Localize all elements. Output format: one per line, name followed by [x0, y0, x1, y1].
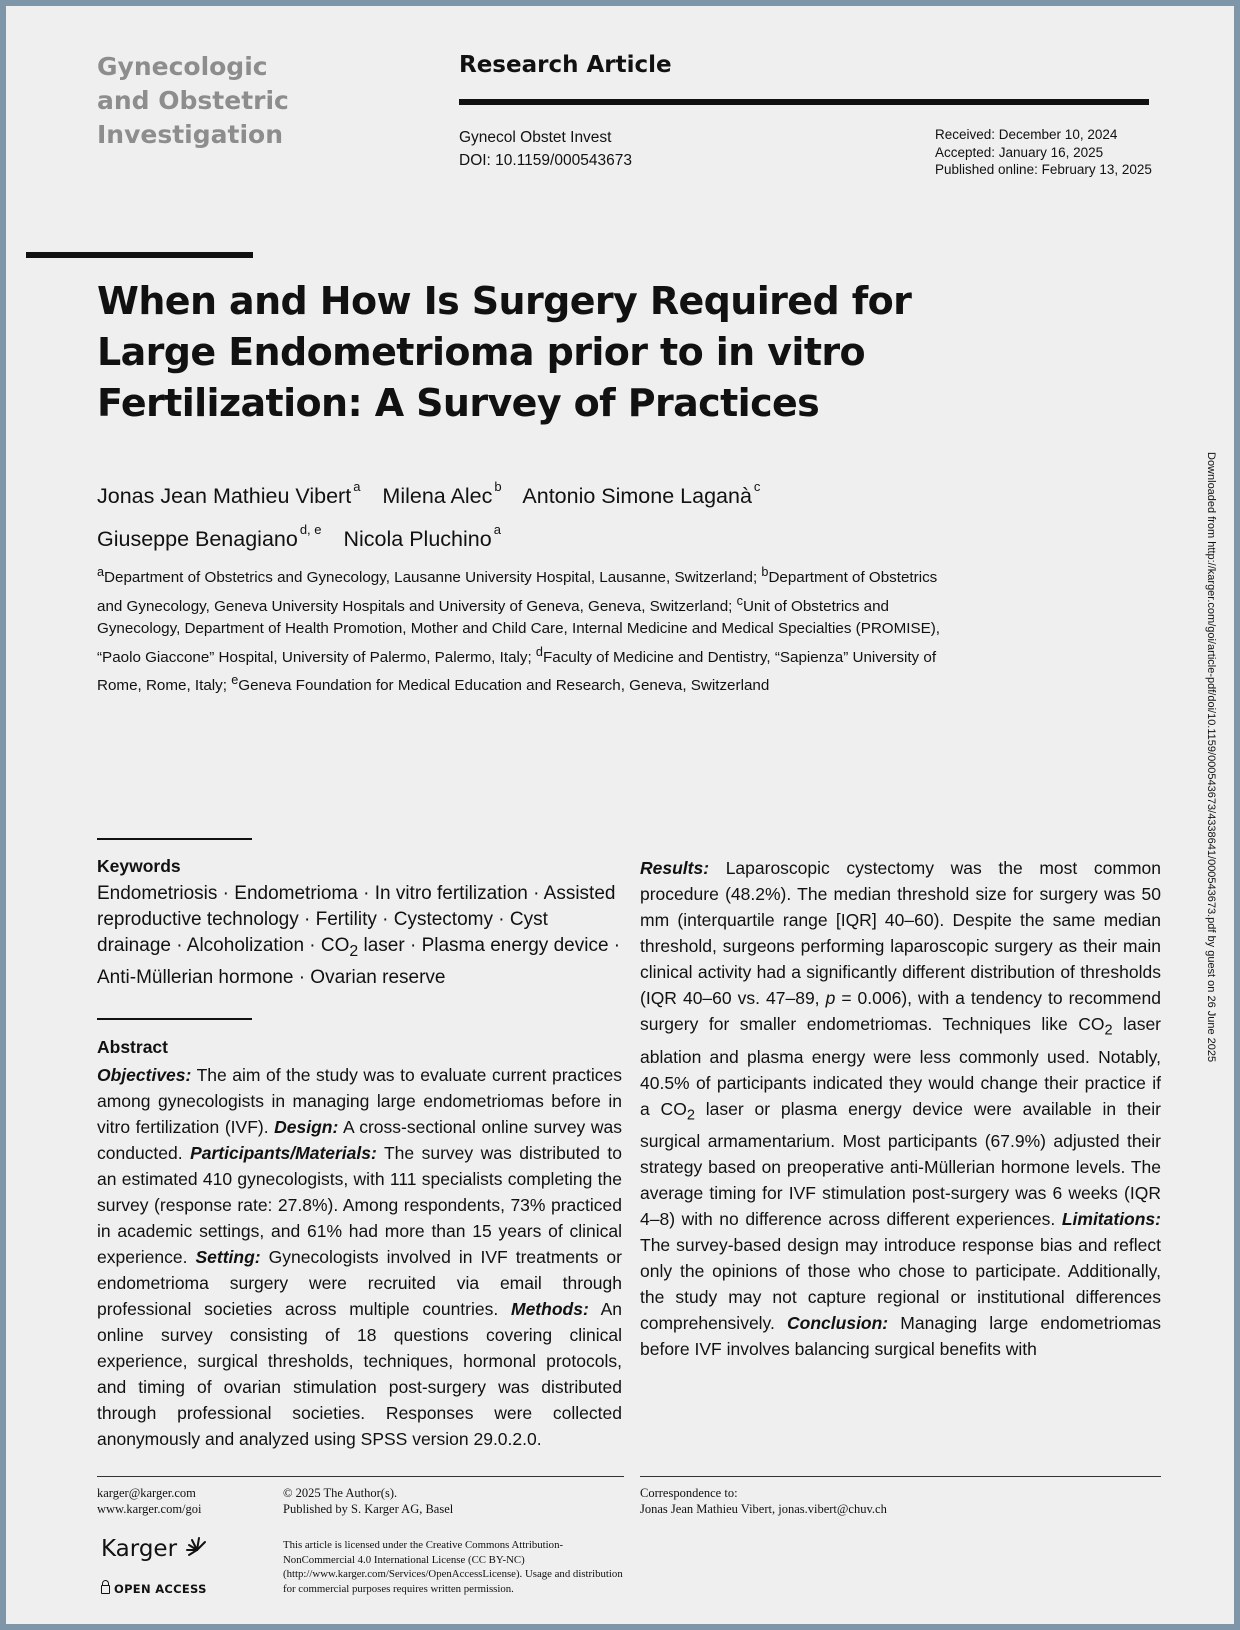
dates-block	[935, 126, 1155, 179]
affil-mark: d	[535, 644, 543, 659]
karger-logo-text: Karger	[101, 1536, 178, 1562]
author	[382, 479, 502, 509]
abstract-label: Conclusion:	[787, 1313, 889, 1333]
abstract-text: A cross-sectional online survey was conducted.	[97, 1117, 622, 1163]
article-title: When and How Is Surgery Required for Large Endometrioma prior to in vitro Fertilization: A Survey of Practices	[97, 279, 912, 425]
abstract-text: = 0.006), with a tendency to recommend surgery for smaller endometriomas. Techniques like CO	[640, 988, 1161, 1034]
journal-abbrev: Gynecol Obstet Invest	[459, 129, 612, 146]
affil-mark: e	[231, 673, 239, 688]
subscript: 2	[1104, 1022, 1113, 1039]
affiliation: Department of Obstetrics and Gynecology, Lausanne University Hospital, Lausanne, Switzerland;	[104, 569, 762, 587]
author	[97, 522, 322, 552]
keywords-heading: Keywords	[97, 856, 181, 876]
keywords-text: laser · Plasma energy device · Anti-Müllerian hormone · Ovarian reserve	[97, 935, 621, 988]
author-name: Antonio Simone Laganà	[522, 484, 752, 509]
author	[97, 479, 361, 509]
abstract-label: Design:	[274, 1117, 339, 1137]
abstract-text: Laparoscopic cystectomy was the most common procedure (48.2%). The median threshold size for surgery was 50 mm (interquartile range [IQR] 40–60). Despite the same median threshold, surgeons performing laparoscopic surgery as their main clinical activity had a significantly different distribution of thresholds (IQR 40–60 vs. 47–89,	[640, 858, 1161, 1008]
abstract-rule	[97, 1018, 252, 1020]
karger-logo-icon	[185, 1536, 207, 1562]
author-name: Giuseppe Benagiano	[97, 527, 298, 552]
author-name: Jonas Jean Mathieu Vibert	[97, 484, 352, 509]
license-text: This article is licensed under the Creative Commons Attribution-NonCommercial 4.0 International License (CC BY-NC) (http://www.karger.com/Services/OpenAccessLicense). Usage and distribution for commercial purposes requires written permission.	[283, 1539, 623, 1595]
subscript: 2	[349, 942, 359, 960]
author-affil-mark: d, e	[299, 522, 322, 538]
title-rule	[26, 252, 253, 258]
affil-mark: b	[761, 565, 769, 579]
author-affil-mark: a	[353, 479, 361, 494]
publisher-web-link[interactable]: www.karger.com/goi	[97, 1502, 202, 1516]
abstract-heading: Abstract	[97, 1037, 168, 1057]
keywords-list	[97, 881, 622, 991]
affil-mark: c	[736, 593, 743, 608]
publisher-contact	[97, 1485, 202, 1517]
publisher-email-link[interactable]: karger@karger.com	[97, 1486, 196, 1500]
keywords-rule	[97, 838, 252, 840]
footer-rule-right	[640, 1476, 1161, 1477]
abstract-label: Results:	[640, 858, 710, 878]
correspondence-text: Jonas Jean Mathieu Vibert, jonas.vibert@chuv.ch	[640, 1502, 887, 1516]
affiliation: Geneva Foundation for Medical Education and Research, Geneva, Switzerland	[238, 677, 770, 695]
published-date: Published online: February 13, 2025	[935, 162, 1152, 177]
author	[343, 522, 501, 552]
p-value-symbol: p	[825, 988, 836, 1008]
affiliations	[97, 561, 947, 698]
received-date: Received: December 10, 2024	[935, 127, 1118, 142]
author-affil-mark: c	[753, 479, 761, 494]
abstract-column-left	[97, 1062, 622, 1452]
article-page	[6, 6, 1234, 1624]
abstract-text: laser or plasma energy device were available in their surgical armamentarium. Most participants (67.9%) adjusted their strategy based on preoperative anti-Müllerian hormone levels. The average timing for IVF stimulation post-surgery was 6 weeks (IQR 4–8) with no difference across different experiences.	[640, 1098, 1161, 1229]
affiliation: Faculty of Medicine and Dentistry, “Sapienza” University of Rome, Rome, Italy;	[97, 648, 937, 695]
lock-icon	[101, 1585, 110, 1594]
keywords-text: Endometriosis · Endometrioma · In vitro fertilization · Assisted reproductive technology · Fertility · Cystectomy · Cyst drainage · Alcoholization · CO	[97, 883, 616, 956]
author-name: Milena Alec	[382, 484, 493, 509]
author	[522, 479, 761, 509]
download-side-note: Downloaded from http://karger.com/goi/article-pdf/doi/10.1159/000543673/4338641/000543673.pdf by guest on 26 June 2025	[1205, 452, 1217, 1063]
abstract-text: laser ablation and plasma energy were less commonly used. Notably, 40.5% of participants indicated they would change their practice if a CO	[640, 1014, 1162, 1119]
author-list	[97, 472, 897, 558]
open-access-badge	[101, 1582, 207, 1596]
copyright-text: © 2025 The Author(s).	[283, 1486, 398, 1500]
abstract-column-right	[640, 855, 1161, 1362]
correspondence-block	[640, 1485, 887, 1517]
publisher-text: Published by S. Karger AG, Basel	[283, 1502, 454, 1516]
affil-mark: a	[97, 565, 105, 579]
abstract-text: The aim of the study was to evaluate current practices among gynecologists in managing large endometriomas before in vitro fertilization (IVF).	[97, 1065, 622, 1137]
correspondence-label: Correspondence to:	[640, 1486, 738, 1500]
abstract-text: An online survey consisting of 18 questions covering clinical experience, surgical thresholds, techniques, hormonal protocols, and timing of ovarian stimulation post-surgery was distributed through professional societies. Responses were collected anonymously and analyzed using SPSS version 29.0.2.0.	[97, 1299, 622, 1449]
abstract-label: Objectives:	[97, 1065, 192, 1085]
abstract-text: Gynecologists involved in IVF treatments or endometrioma surgery were recruited via email through professional societies across multiple countries.	[97, 1247, 622, 1319]
subscript: 2	[686, 1107, 695, 1123]
author-affil-mark: b	[494, 479, 502, 494]
abstract-label: Participants/Materials:	[190, 1143, 377, 1163]
abstract-text: Managing large endometriomas before IVF involves balancing surgical benefits with	[640, 1313, 1161, 1359]
abstract-label: Limitations:	[1061, 1209, 1161, 1229]
journal-name: Gynecologic and Obstetric Investigation	[97, 52, 289, 149]
affiliation: Unit of Obstetrics and Gynecology, Department of Health Promotion, Mother and Child Care, Internal Medicine and Medical Specialties (PROMISE), “Paolo Giaccone” Hospital, University of Palermo, Palermo, Italy;	[97, 597, 941, 666]
citation-block	[459, 126, 632, 172]
article-type: Research Article	[459, 52, 672, 78]
author-affil-mark: a	[493, 522, 501, 538]
accepted-date: Accepted: January 16, 2025	[935, 144, 1104, 160]
abstract-label: Setting:	[195, 1247, 261, 1267]
open-access-label: OPEN ACCESS	[114, 1582, 207, 1596]
footer-rule-left	[97, 1476, 624, 1477]
copyright-block	[283, 1485, 453, 1517]
author-name: Nicola Pluchino	[343, 527, 492, 552]
header-rule	[459, 99, 1149, 105]
abstract-text: The survey-based design may introduce response bias and reflect only the opinions of those who chose to participate. Additionally, the study may not capture regional or institutional differences comprehensively.	[640, 1235, 1161, 1333]
doi-link[interactable]: DOI: 10.1159/000543673	[459, 152, 632, 169]
abstract-label: Methods:	[511, 1299, 589, 1319]
affiliation: Department of Obstetrics and Gynecology, Geneva University Hospitals and University of Geneva, Geneva, Switzerland;	[97, 569, 938, 615]
abstract-text: The survey was distributed to an estimated 410 gynecologists, with 111 specialists completing the survey (response rate: 27.8%). Among respondents, 73% practiced in academic settings, and 61% had more than 15 years of clinical experience.	[97, 1143, 622, 1267]
karger-logo	[101, 1536, 221, 1570]
